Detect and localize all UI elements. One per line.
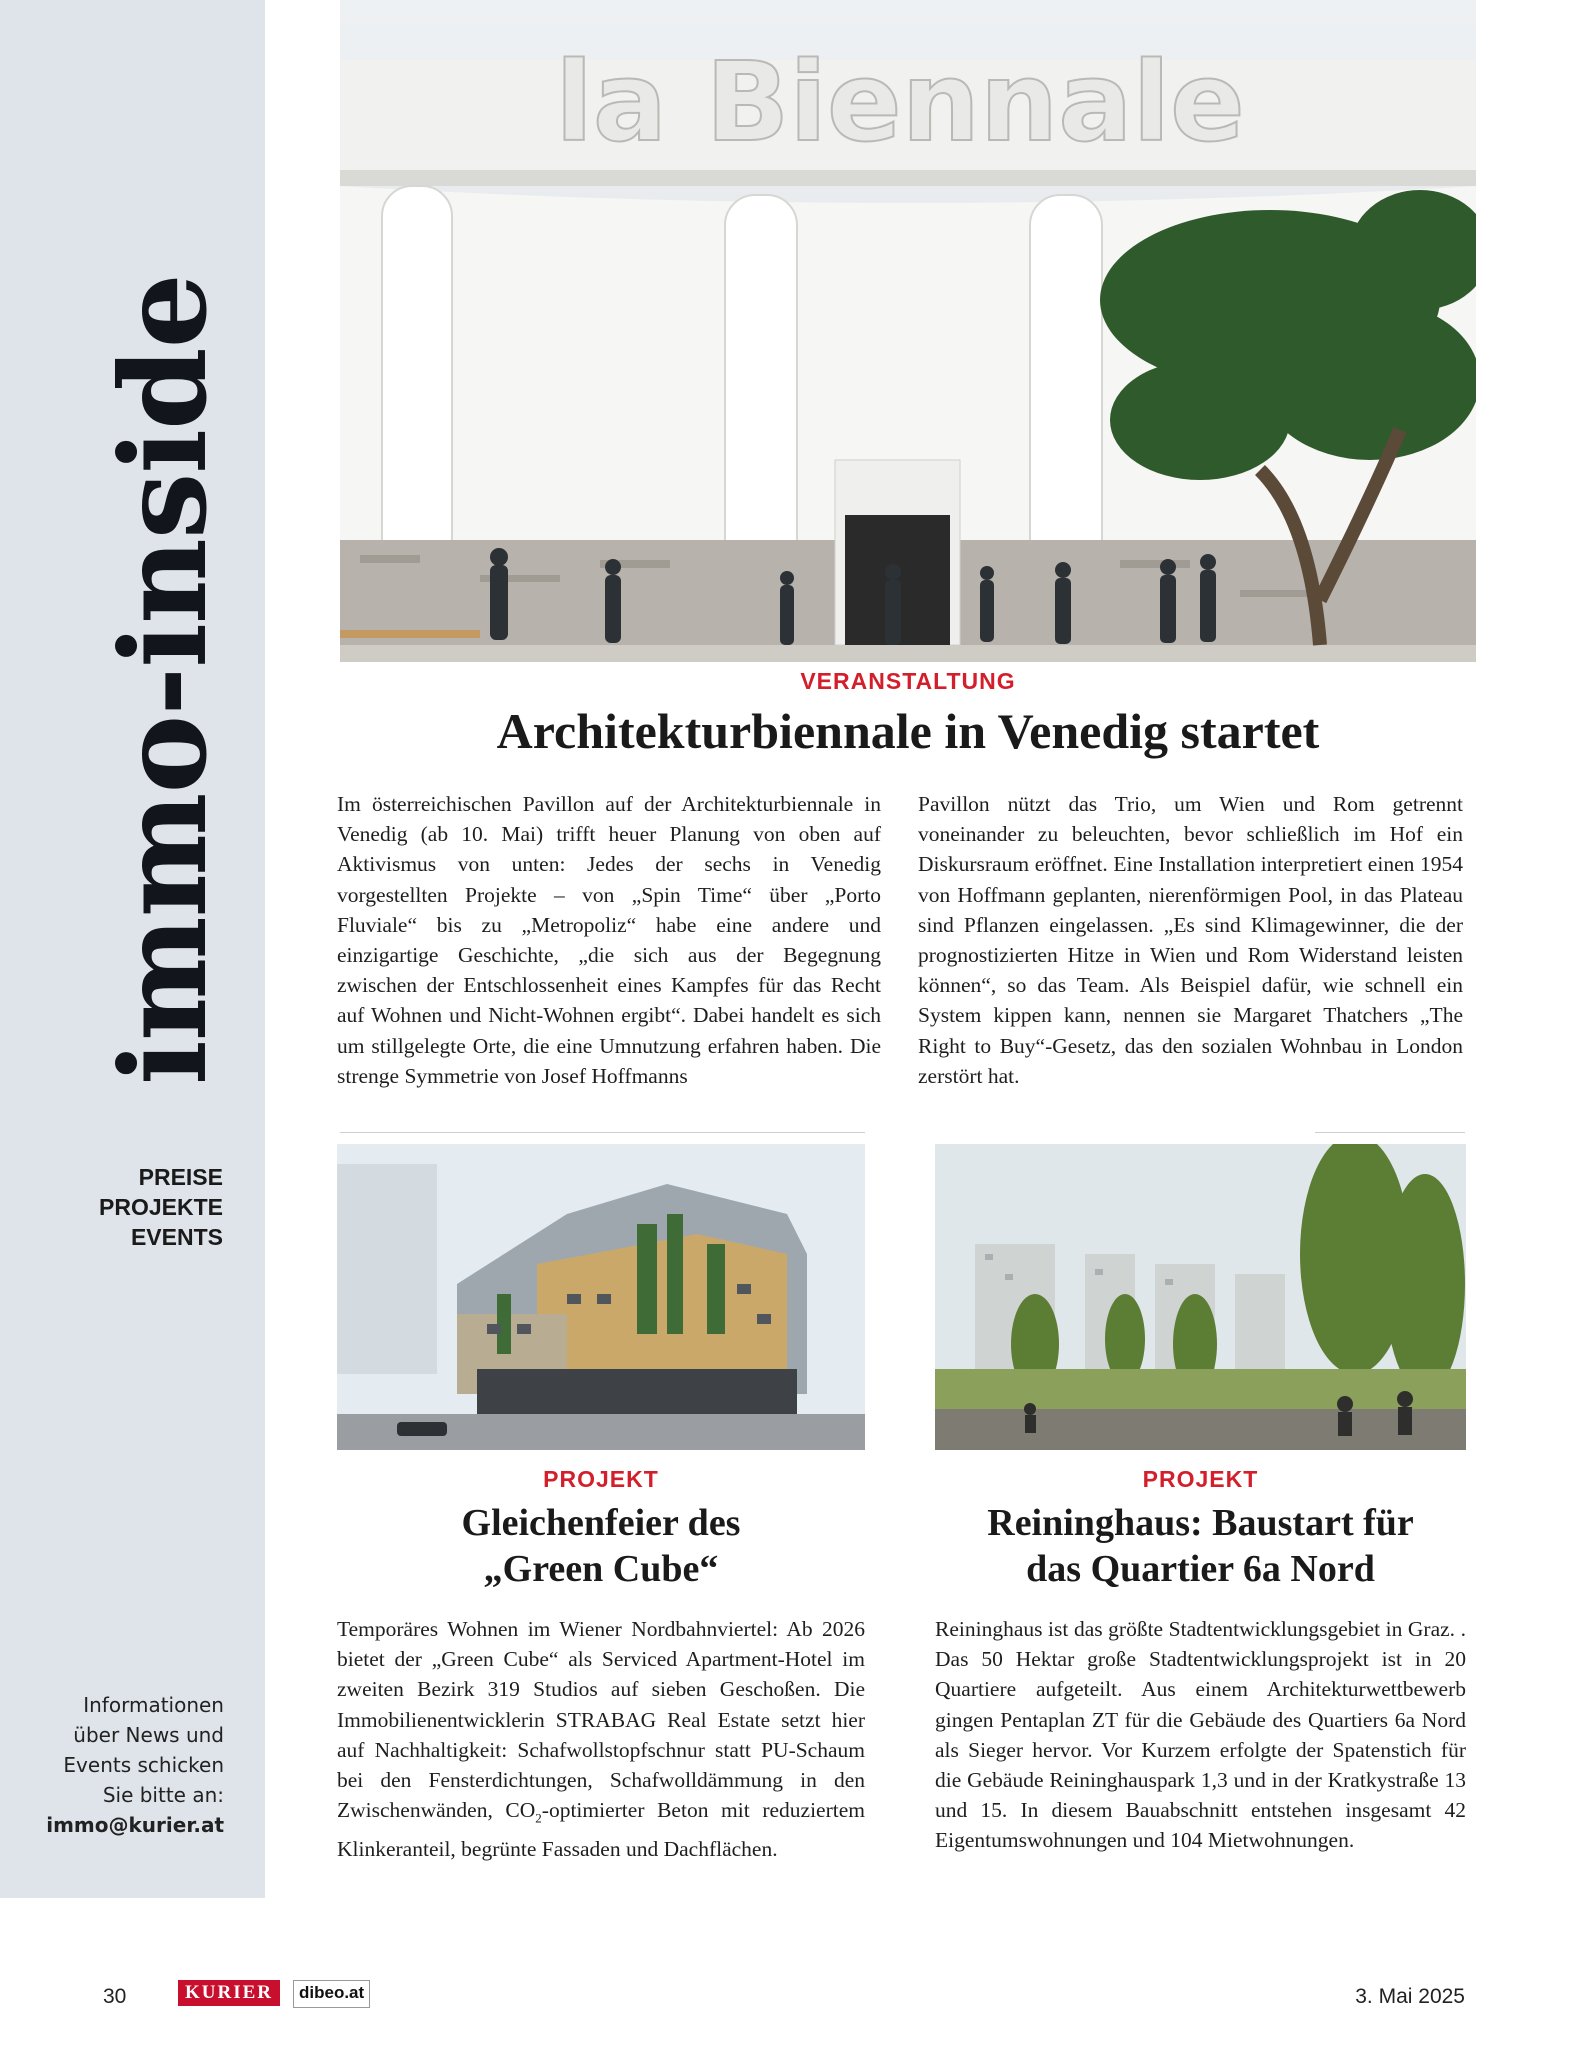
left-headline-line2: „Green Cube“ bbox=[483, 1548, 719, 1590]
main-body-col1: Im österreichischen Pavillon auf der Architekturbiennale in Venedig (ab 10. Mai) trifft heuer Planung von oben auf Aktivismus von unten: Jedes der sechs in Venedig vorgestellten Projekte – von „Spin Time“ über „Porto Fluviale“ bis zu „Metropoliz“ habe eine andere und einzigartige Geschichte, „die sich aus der Begegnung zwischen der Entschlossenheit eines Kampfes für das Recht auf Wohnen und Nicht-Wohnen ergibt“. Dabei handelt es sich um stillgelegte Orte, die eine Umnutzung erfahren haben. Die strenge Symmetrie von Josef Hoffmanns bbox=[337, 792, 881, 1088]
section-title-vertical: immo-inside bbox=[94, 274, 233, 1085]
right-kicker: PROJEKT bbox=[1142, 1466, 1259, 1492]
left-body-text-end: -optimierter Beton mit reduziertem Klinkeranteil, begrünte Fassaden und Dachflächen. bbox=[337, 1798, 865, 1861]
tag-preise: PREISE bbox=[138, 1164, 223, 1190]
left-body-text: Temporäres Wohnen im Wiener Nordbahnviertel: Ab 2026 bietet der „Green Cube“ als Serviced Apartment-Hotel im zweiten Bezirk 319 Studios auf sieben Geschoßen. Die Immobilienentwicklerin STRABAG Real Estate setzt hier auf Nachhaltigkeit: Schafwollstopfschnur statt PU-Schaum bei den Fensterdichtungen, Schafwolldämmung in den Zwischenwänden, CO bbox=[337, 1617, 865, 1823]
sidebar-contact-info bbox=[20, 1690, 224, 1840]
left-headline bbox=[337, 1500, 865, 1592]
left-body bbox=[337, 1614, 865, 1864]
main-headline: Architekturbiennale in Venedig startet bbox=[496, 703, 1320, 759]
divider-right bbox=[1315, 1132, 1465, 1133]
pavilion-illustration bbox=[340, 0, 1476, 662]
main-kicker: VERANSTALTUNG bbox=[800, 668, 1016, 694]
biennale-pavilion-photo bbox=[340, 0, 1476, 662]
reininghaus-photo bbox=[935, 1144, 1466, 1450]
contact-email-link[interactable]: immo@kurier.at bbox=[46, 1813, 224, 1837]
green-cube-illustration bbox=[337, 1144, 865, 1450]
left-headline-line1: Gleichenfeier des bbox=[461, 1502, 741, 1544]
left-kicker: PROJEKT bbox=[543, 1466, 659, 1492]
right-headline-line1: Reininghaus: Baustart für bbox=[987, 1502, 1414, 1544]
green-cube-photo bbox=[337, 1144, 865, 1450]
issue-date: 3. Mai 2025 bbox=[1355, 1985, 1465, 2008]
tag-events: EVENTS bbox=[130, 1224, 223, 1250]
right-headline-line2: das Quartier 6a Nord bbox=[1026, 1548, 1375, 1590]
kurier-logo: KURIER bbox=[178, 1980, 280, 2006]
info-line: über News und bbox=[73, 1723, 224, 1747]
info-line: Sie bitte an: bbox=[102, 1783, 224, 1807]
info-line: Events schicken bbox=[63, 1753, 224, 1777]
divider-left bbox=[340, 1132, 865, 1133]
sidebar-tags bbox=[23, 1162, 223, 1252]
right-body: Reininghaus ist das größte Stadtentwicklungsgebiet in Graz. . Das 50 Hektar große Stadtentwicklungsprojekt ist in 20 Quartiere aufgeteilt. Aus einem Architekturwettbewerb gingen Pentaplan ZT für die Gebäude des Quartiers 6a Nord als Sieger hervor. Vor Kurzem erfolgte der Spatenstich für die Gebäude Reininghauspark 1,3 und in der Kratkystraße 13 und 15. In diesem Bauabschnitt entstehen insgesamt 42 Eigentumswohnungen und 104 Mietwohnungen. bbox=[935, 1617, 1466, 1853]
dibeo-logo: dibeo.at bbox=[293, 1980, 370, 2008]
right-headline bbox=[935, 1500, 1466, 1592]
info-line: Informationen bbox=[83, 1693, 224, 1717]
main-body-col2: Pavillon nützt das Trio, um Wien und Rom getrennt voneinander zu beleuchten, bevor schließlich im Hof ein Diskursraum eröffnet. Eine Installation interpretiert einen 1954 von Hoffmann geplanten, nierenförmigen Pool, in das Plateau sind Pflanzen eingelassen. „Es sind Klimagewinner, die der prognostizierten Hitze in Wien und Rom Widerstand leisten können“, so das Team. Als Beispiel dafür, wie schnell ein System kippen kann, nennen sie Margaret Thatchers „The Right to Buy“-Gesetz, das den sozialen Wohnbau in London zerstört hat. bbox=[918, 792, 1463, 1088]
left-body-subscript: 2 bbox=[535, 1810, 542, 1826]
tag-projekte: PROJEKTE bbox=[99, 1194, 223, 1220]
photo-sign-text: la Biennale bbox=[555, 38, 1245, 166]
reininghaus-illustration bbox=[935, 1144, 1466, 1450]
page-number: 30 bbox=[103, 1985, 127, 2008]
